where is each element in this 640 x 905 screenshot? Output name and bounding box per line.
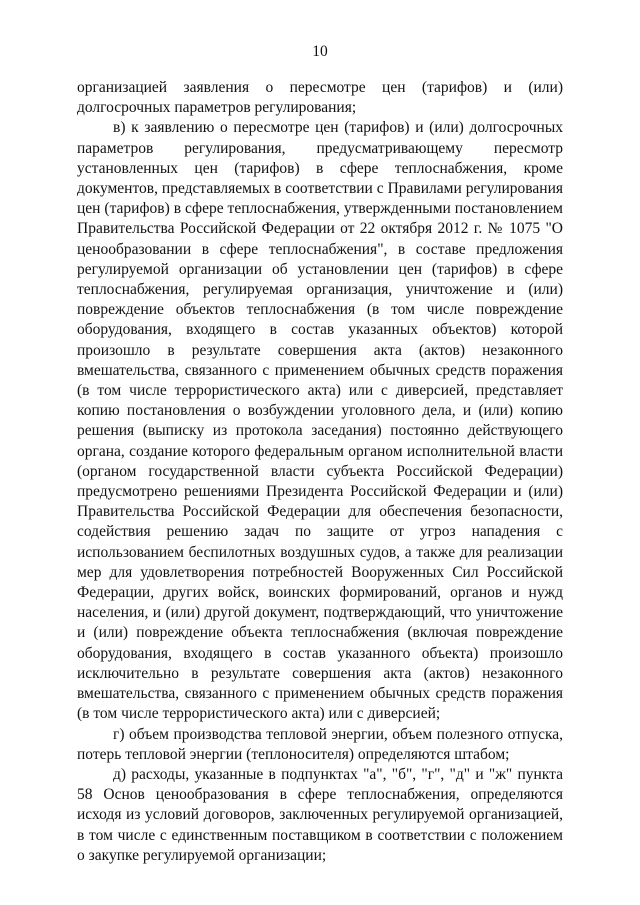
page-number: 10	[312, 43, 328, 60]
paragraph-item-g: г) объем производства тепловой энергии, объем полезного отпуска, потерь тепловой энергии (теплоносителя) определяются штабом;	[77, 725, 563, 763]
paragraph-item-d: д) расходы, указанные в подпунктах "а", "б", "г", "д" и "ж" пункта 58 Основ ценообразования в сфере теплоснабжения, определяются исходя из условий договоров, заключенных регулируемой организацией, в том числе с единственным поставщиком в соответствии с положением о закупке регулируемой организации;	[77, 765, 563, 864]
paragraph-item-v: в) к заявлению о пересмотре цен (тарифов) и (или) долгосрочных параметров регулирования, предусматривающему пересмотр установленных цен (тарифов) в сфере теплоснабжения, кроме документов, представляемых в соответствии с Правилами регулирования цен (тарифов) в сфере теплоснабжения, утвержденными постановлением Правительства Российской Федерации от 22 октября 2012 г. № 1075 "О ценообразовании в сфере теплоснабжения", в составе предложения регулируемой организации об установлении цен (тарифов) в сфере теплоснабжения, регулируемая организация, уничтожение и (или) повреждение объектов теплоснабжения (в том числе повреждение оборудования, входящего в состав указанных объектов) которой произошло в результате совершения акта (актов) незаконного вмешательства, связанного с применением обычных средств поражения (в том числе террористического акта) или с диверсией, представляет копию постановления о возбуждении уголовного дела, и (или) копию решения (выписку из протокола заседания) постоянно действующего органа, создание которого федеральным органом исполнительной власти (органом государственной власти субъекта Российской Федерации) предусмотрено решениями Президента Российской Федерации и (или) Правительства Российской Федерации для обеспечения безопасности, содействия решению задач по защите от угроз нападения с использованием беспилотных воздушных судов, а также для реализации мер для удовлетворения потребностей Вооруженных Сил Российской Федерации, других войск, воинских формирований, органов и нужд населения, и (или) другой документ, подтверждающий, что уничтожение и (или) повреждение объекта теплоснабжения (включая повреждение оборудования, входящего в состав указанного объекта) произошло исключительно в результате совершения акта (актов) незаконного вмешательства, связанного с применением обычных средств поражения (в том числе террористического акта) или с диверсией;	[77, 119, 563, 723]
document-body	[77, 78, 563, 866]
paragraph-continuation: организацией заявления о пересмотре цен (тарифов) и (или) долгосрочных параметров регулирования;	[77, 79, 563, 117]
